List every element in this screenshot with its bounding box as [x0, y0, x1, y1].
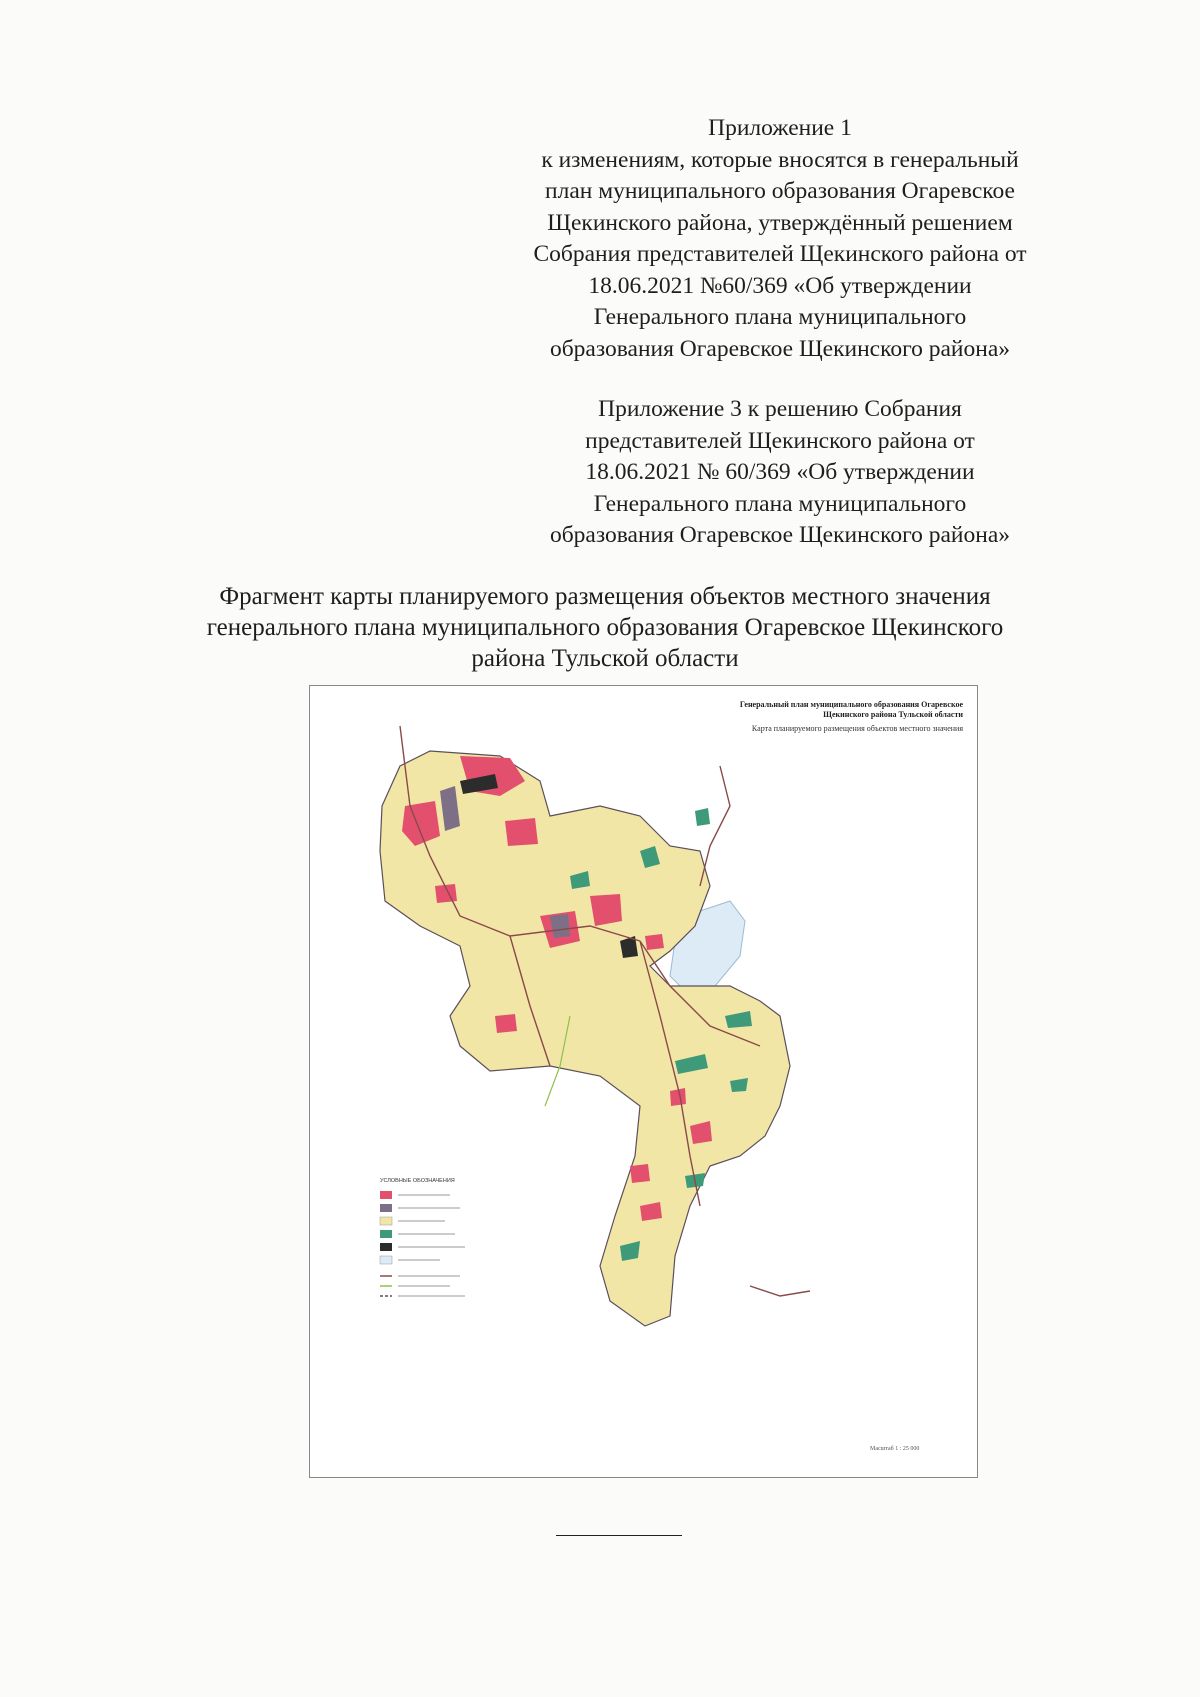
legend-swatch [380, 1256, 392, 1264]
map-header-title-line: Генеральный план муниципального образования Огаревское [739, 700, 963, 709]
appendix-3-line: образования Огаревское Щекинского района» [549, 522, 1011, 548]
legend-heading: УСЛОВНЫЕ ОБОЗНАЧЕНИЯ [380, 1178, 455, 1184]
title-line: района Тульской области [471, 645, 739, 672]
legend-swatch [380, 1230, 392, 1238]
document-title [95, 581, 1115, 674]
appendix-3-block [470, 394, 1090, 552]
settlement-patch [495, 1014, 517, 1033]
map-header-subtitle: Карта планируемого размещения объектов местного значения [751, 724, 963, 733]
appendix-1-line: Генерального плана муниципального [593, 304, 967, 330]
map-scale-note: Масштаб 1 : 25 000 [870, 1446, 920, 1452]
appendix-1-line: образования Огаревское Щекинского района» [549, 335, 1011, 362]
forest-patch [695, 808, 710, 826]
road-line [700, 766, 730, 886]
legend-swatch [380, 1204, 392, 1212]
appendix-1-line: к изменениям, которые вносятся в генеральный [541, 146, 1019, 173]
appendix-3-line: 18.06.2021 № 60/369 «Об утверждении [585, 459, 975, 485]
title-line: генерального плана муниципального образования Огаревское Щекинского [206, 614, 1004, 641]
legend-swatch [380, 1191, 392, 1199]
settlement-patch [590, 894, 622, 926]
appendix-3-line: Приложение 3 к решению Собрания [598, 396, 962, 422]
legend-swatch [380, 1243, 392, 1251]
settlement-patch [505, 818, 538, 846]
municipality-territory [380, 751, 790, 1326]
map-figure [309, 685, 978, 1478]
appendix-1-block [470, 113, 1090, 365]
appendix-1-line: Приложение 1 [708, 115, 852, 141]
settlement-patch [645, 934, 664, 950]
appendix-3-line: Генерального плана муниципального [593, 490, 967, 517]
appendix-1-line: 18.06.2021 №60/369 «Об утверждении [588, 272, 972, 299]
legend-swatch [380, 1217, 392, 1225]
title-line: Фрагмент карты планируемого размещения объектов местного значения [219, 583, 991, 610]
map-header-title-line: Щекинского района Тульской области [823, 710, 963, 719]
appendix-1-line: Щекинского района, утверждённый решением [547, 209, 1013, 236]
map-legend [380, 1178, 465, 1296]
closing-separator-line [556, 1535, 682, 1536]
appendix-3-line: представителей Щекинского района от [585, 427, 975, 454]
road-line [750, 1286, 810, 1296]
appendix-1-line: Собрания представителей Щекинского района от [533, 241, 1027, 267]
map-drawing [310, 686, 978, 1478]
appendix-1-line: план муниципального образования Огаревское [545, 178, 1015, 204]
settlement-patch [630, 1164, 650, 1183]
